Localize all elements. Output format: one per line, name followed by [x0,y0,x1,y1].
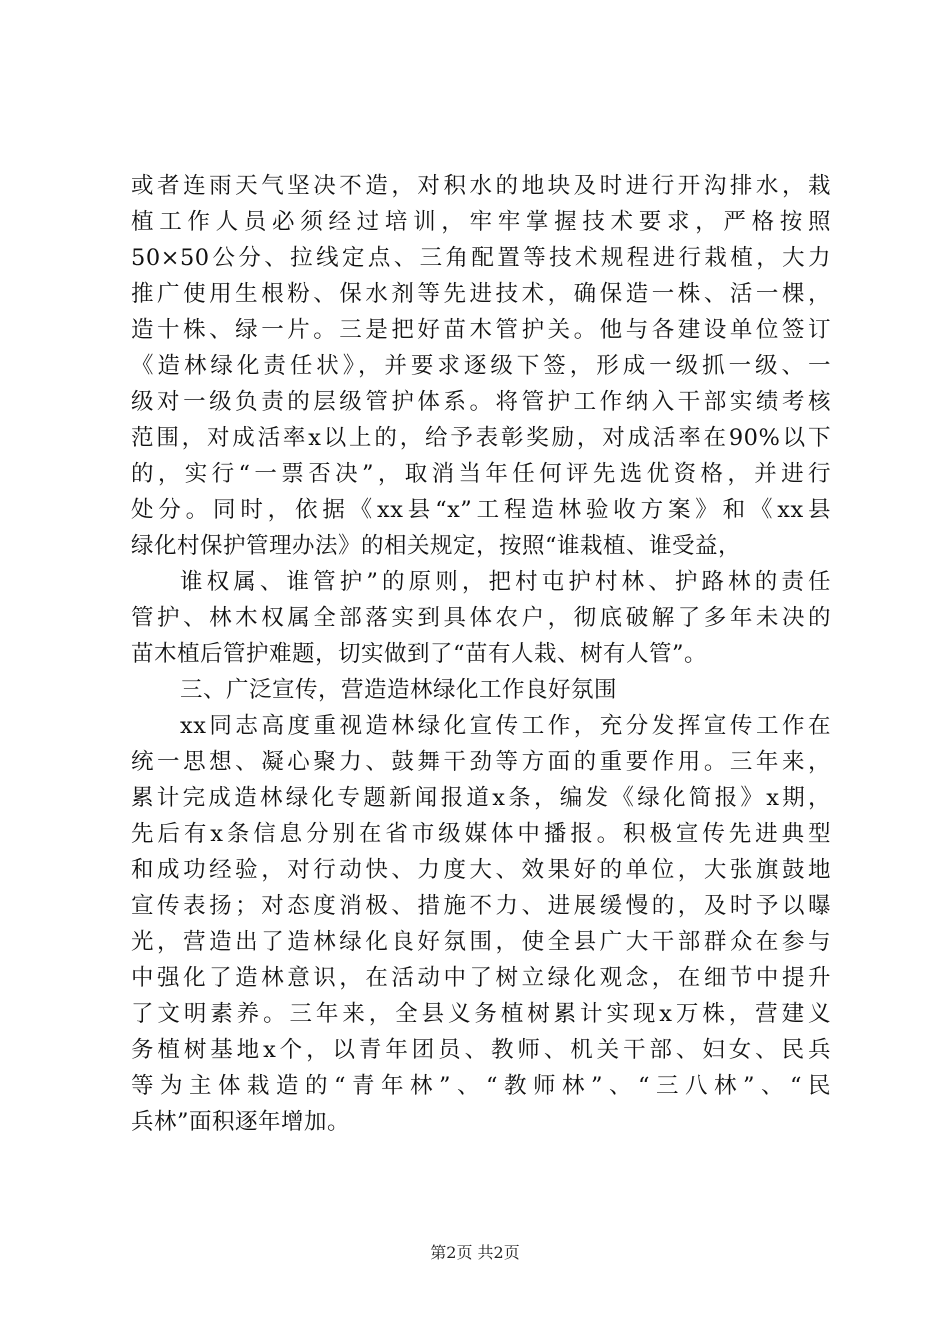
text-line: 管护、林木权属全部落实到具体农户，彻底破解了多年未决的 [131,605,831,631]
text-line: 兵林”面积逐年增加。 [131,1109,351,1135]
text-line: 等为主体栽造的“青年林”、“教师林”、“三八林”、“民 [131,1073,831,1099]
text-line: 植工作人员必须经过培训，牢牢掌握技术要求，严格按照 [131,209,831,235]
text-line: 和成功经验，对行动快、力度大、效果好的单位，大张旗鼓地 [131,857,831,883]
text-line: 《造林绿化责任状》，并要求逐级下签，形成一级抓一级、一 [131,353,831,379]
text-line: 了文明素养。三年来，全县义务植树累计实现x万株，营建义 [131,1001,831,1027]
paragraph-first-line: 谁权属、谁管护”的原则，把村屯护村林、护路林的责任 [180,569,831,595]
text-line: 处分。同时，依据《xx县“x”工程造林验收方案》和《xx县 [131,497,831,523]
text-line: 中强化了造林意识，在活动中了树立绿化观念，在细节中提升 [131,965,831,991]
text-line: 级对一级负责的层级管护体系。将管护工作纳入干部实绩考核 [131,389,831,415]
text-line: 累计完成造林绿化专题新闻报道x条，编发《绿化简报》x期， [131,785,831,811]
text-line: 先后有x条信息分别在省市级媒体中播报。积极宣传先进典型 [131,821,831,847]
text-line: 苗木植后管护难题，切实做到了“苗有人栽、树有人管”。 [131,641,708,667]
paragraph-first-line: xx同志高度重视造林绿化宣传工作，充分发挥宣传工作在 [180,713,831,739]
text-line: 或者连雨天气坚决不造，对积水的地块及时进行开沟排水，栽 [131,173,831,199]
text-line: 光，营造出了造林绿化良好氛围，使全县广大干部群众在参与 [131,929,831,955]
text-line: 范围，对成活率x以上的，给予表彰奖励，对成活率在90%以下 [131,425,831,451]
text-line: 绿化村保护管理办法》的相关规定，按照“谁栽植、谁受益， [131,533,742,559]
text-line: 推广使用生根粉、保水剂等先进技术，确保造一株、活一棵， [131,281,831,307]
text-line: 50×50公分、拉线定点、三角配置等技术规程进行栽植，大力 [131,245,831,271]
text-line: 统一思想、凝心聚力、鼓舞干劲等方面的重要作用。三年来， [131,749,831,775]
text-line: 的，实行“一票否决”，取消当年任何评先选优资格，并进行 [131,461,831,487]
section-heading: 三、广泛宣传，营造造林绿化工作良好氛围 [180,677,618,703]
text-line: 宣传表扬；对态度消极、措施不力、进展缓慢的，及时予以曝 [131,893,831,919]
page-number-footer: 第2页 共2页 [430,1243,520,1262]
text-line: 造十株、绿一片。三是把好苗木管护关。他与各建设单位签订 [131,317,831,343]
text-line: 务植树基地x个，以青年团员、教师、机关干部、妇女、民兵 [131,1037,831,1063]
